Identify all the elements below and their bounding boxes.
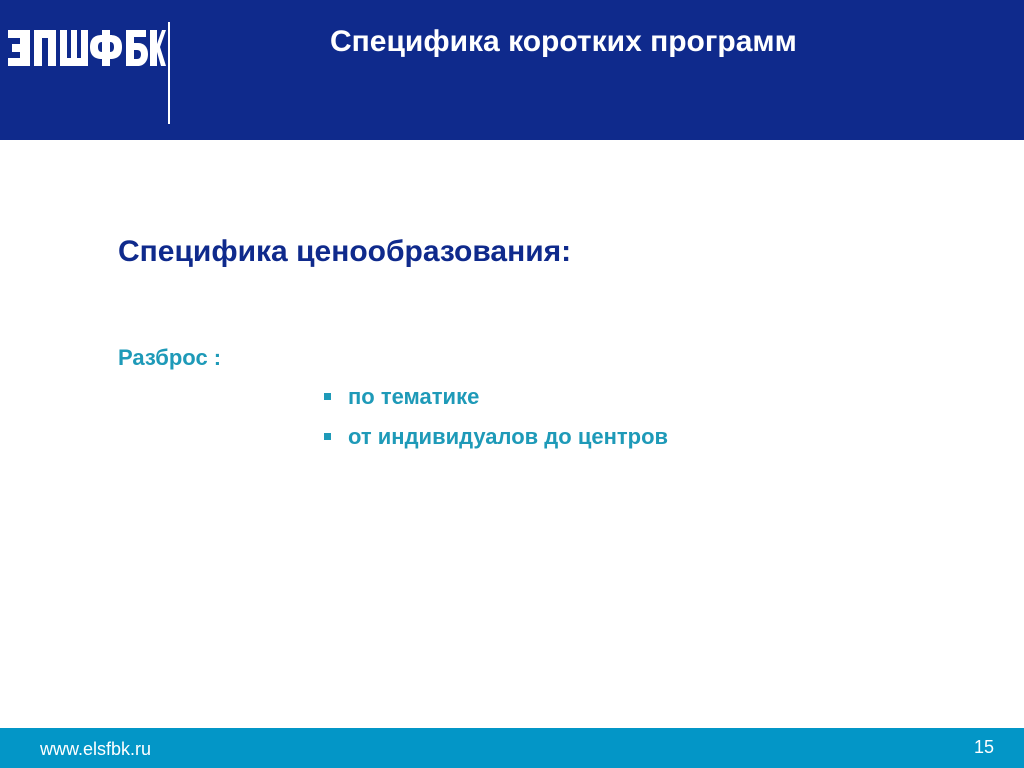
- footer-bar: [0, 728, 1024, 768]
- bullet-text: по тематике: [348, 384, 480, 409]
- bullet-list: [322, 382, 668, 462]
- slide-title: Специфика коротких программ: [330, 25, 797, 58]
- section-heading: Специфика ценообразования:: [118, 235, 572, 268]
- square-bullet-icon: [324, 393, 331, 400]
- spread-label: Разброс :: [118, 345, 222, 370]
- square-bullet-icon: [324, 433, 331, 440]
- list-item: [322, 422, 668, 462]
- list-item: [322, 382, 668, 422]
- page-number: 15: [973, 737, 994, 757]
- website-url: www.elsfbk.ru: [40, 739, 152, 759]
- header-bar: [0, 0, 1024, 140]
- logo-divider: [168, 22, 170, 124]
- epsh-fbk-logo: [6, 26, 166, 70]
- bullet-text: от индивидуалов до центров: [348, 424, 669, 449]
